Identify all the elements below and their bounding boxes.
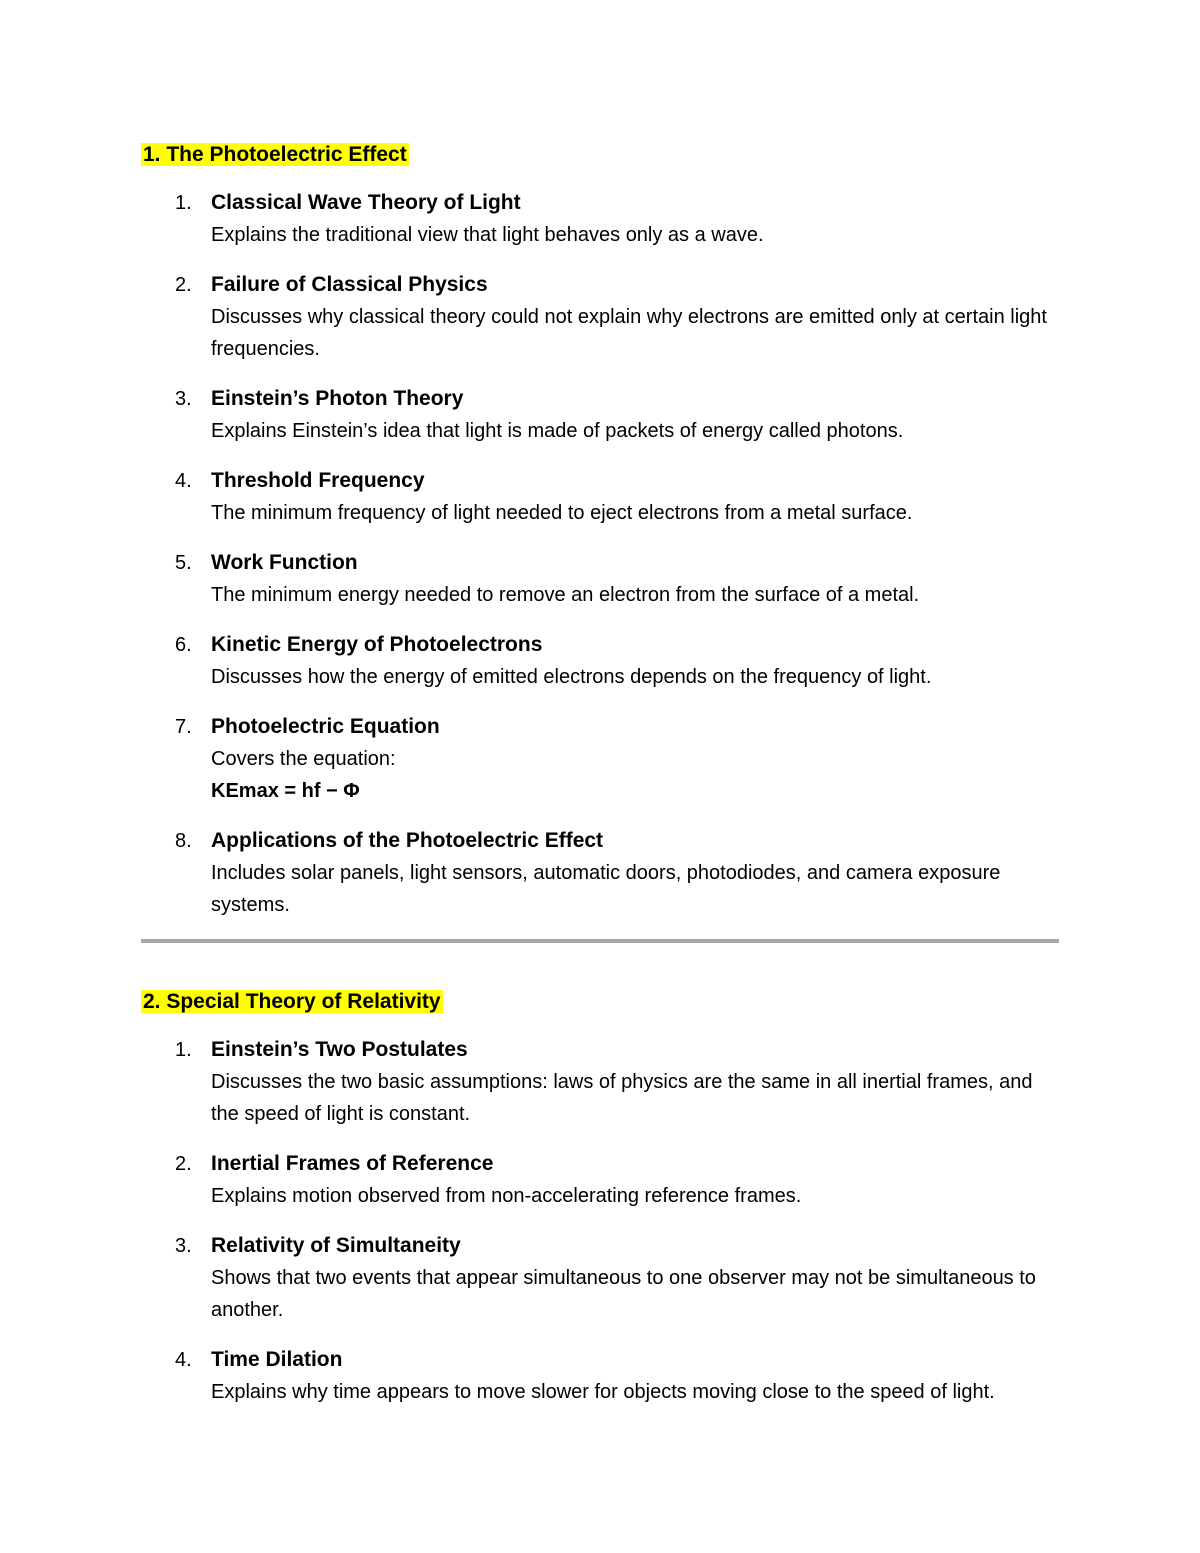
topic-description: Explains motion observed from non-accelerating reference frames. bbox=[211, 1185, 802, 1207]
list-item bbox=[141, 1230, 1061, 1326]
topic-description: Explains the traditional view that light behaves only as a wave. bbox=[211, 224, 764, 246]
item-number: 7. bbox=[175, 716, 192, 738]
item-number: 1. bbox=[175, 192, 192, 214]
topic-description: Discusses how the energy of emitted electrons depends on the frequency of light. bbox=[211, 666, 932, 688]
topic-title: Time Dilation bbox=[211, 1348, 343, 1371]
document-page bbox=[141, 140, 1061, 1426]
item-number: 5. bbox=[175, 552, 192, 574]
list-item bbox=[141, 465, 1061, 529]
item-number: 8. bbox=[175, 830, 192, 852]
item-number: 1. bbox=[175, 1039, 192, 1061]
topic-title: Applications of the Photoelectric Effect bbox=[211, 829, 604, 852]
topic-title: Threshold Frequency bbox=[211, 469, 425, 492]
list-item bbox=[141, 711, 1061, 807]
item-number: 2. bbox=[175, 274, 192, 296]
topic-title: Classical Wave Theory of Light bbox=[211, 191, 521, 214]
topic-title: Inertial Frames of Reference bbox=[211, 1152, 494, 1175]
topic-title: Einstein’s Photon Theory bbox=[211, 387, 464, 410]
topic-description: Explains why time appears to move slower for objects moving close to the speed of light. bbox=[211, 1381, 995, 1403]
topic-title: Relativity of Simultaneity bbox=[211, 1234, 461, 1257]
list-item bbox=[141, 629, 1061, 693]
topic-title: Work Function bbox=[211, 551, 358, 574]
section-heading-relativity bbox=[141, 987, 1061, 1017]
list-item bbox=[141, 1344, 1061, 1408]
highlighted-heading-text: 1. The Photoelectric Effect bbox=[143, 143, 407, 166]
topic-title: Photoelectric Equation bbox=[211, 715, 440, 738]
section-divider bbox=[141, 939, 1059, 943]
list-item bbox=[141, 269, 1061, 365]
topic-description: Explains Einstein’s idea that light is made of packets of energy called photons. bbox=[211, 420, 904, 442]
topic-list-relativity bbox=[141, 1034, 1061, 1408]
topic-description: Shows that two events that appear simultaneous to one observer may not be simultaneous to another. bbox=[211, 1267, 1036, 1321]
item-number: 2. bbox=[175, 1153, 192, 1175]
photoelectric-equation: KEmax = hf − Φ bbox=[211, 780, 360, 802]
list-item bbox=[141, 1148, 1061, 1212]
topic-description: Discusses why classical theory could not explain why electrons are emitted only at certain light frequencies. bbox=[211, 306, 1047, 360]
topic-title: Kinetic Energy of Photoelectrons bbox=[211, 633, 543, 656]
list-item bbox=[141, 1034, 1061, 1130]
highlighted-heading-text: 2. Special Theory of Relativity bbox=[143, 990, 441, 1013]
topic-description: Includes solar panels, light sensors, automatic doors, photodiodes, and camera exposure systems. bbox=[211, 862, 1001, 916]
item-number: 4. bbox=[175, 1349, 192, 1371]
topic-list-photoelectric bbox=[141, 187, 1061, 921]
item-number: 3. bbox=[175, 1235, 192, 1257]
list-item bbox=[141, 547, 1061, 611]
topic-description: Discusses the two basic assumptions: laws of physics are the same in all inertial frames, and the speed of light is constant. bbox=[211, 1071, 1033, 1125]
section-heading-photoelectric bbox=[141, 140, 1061, 170]
item-number: 6. bbox=[175, 634, 192, 656]
topic-description: The minimum frequency of light needed to eject electrons from a metal surface. bbox=[211, 502, 913, 524]
list-item bbox=[141, 825, 1061, 921]
topic-description: The minimum energy needed to remove an electron from the surface of a metal. bbox=[211, 584, 920, 606]
topic-title: Einstein’s Two Postulates bbox=[211, 1038, 468, 1061]
topic-title: Failure of Classical Physics bbox=[211, 273, 488, 296]
topic-description: Covers the equation: bbox=[211, 748, 396, 770]
item-number: 4. bbox=[175, 470, 192, 492]
item-number: 3. bbox=[175, 388, 192, 410]
list-item bbox=[141, 383, 1061, 447]
list-item bbox=[141, 187, 1061, 251]
